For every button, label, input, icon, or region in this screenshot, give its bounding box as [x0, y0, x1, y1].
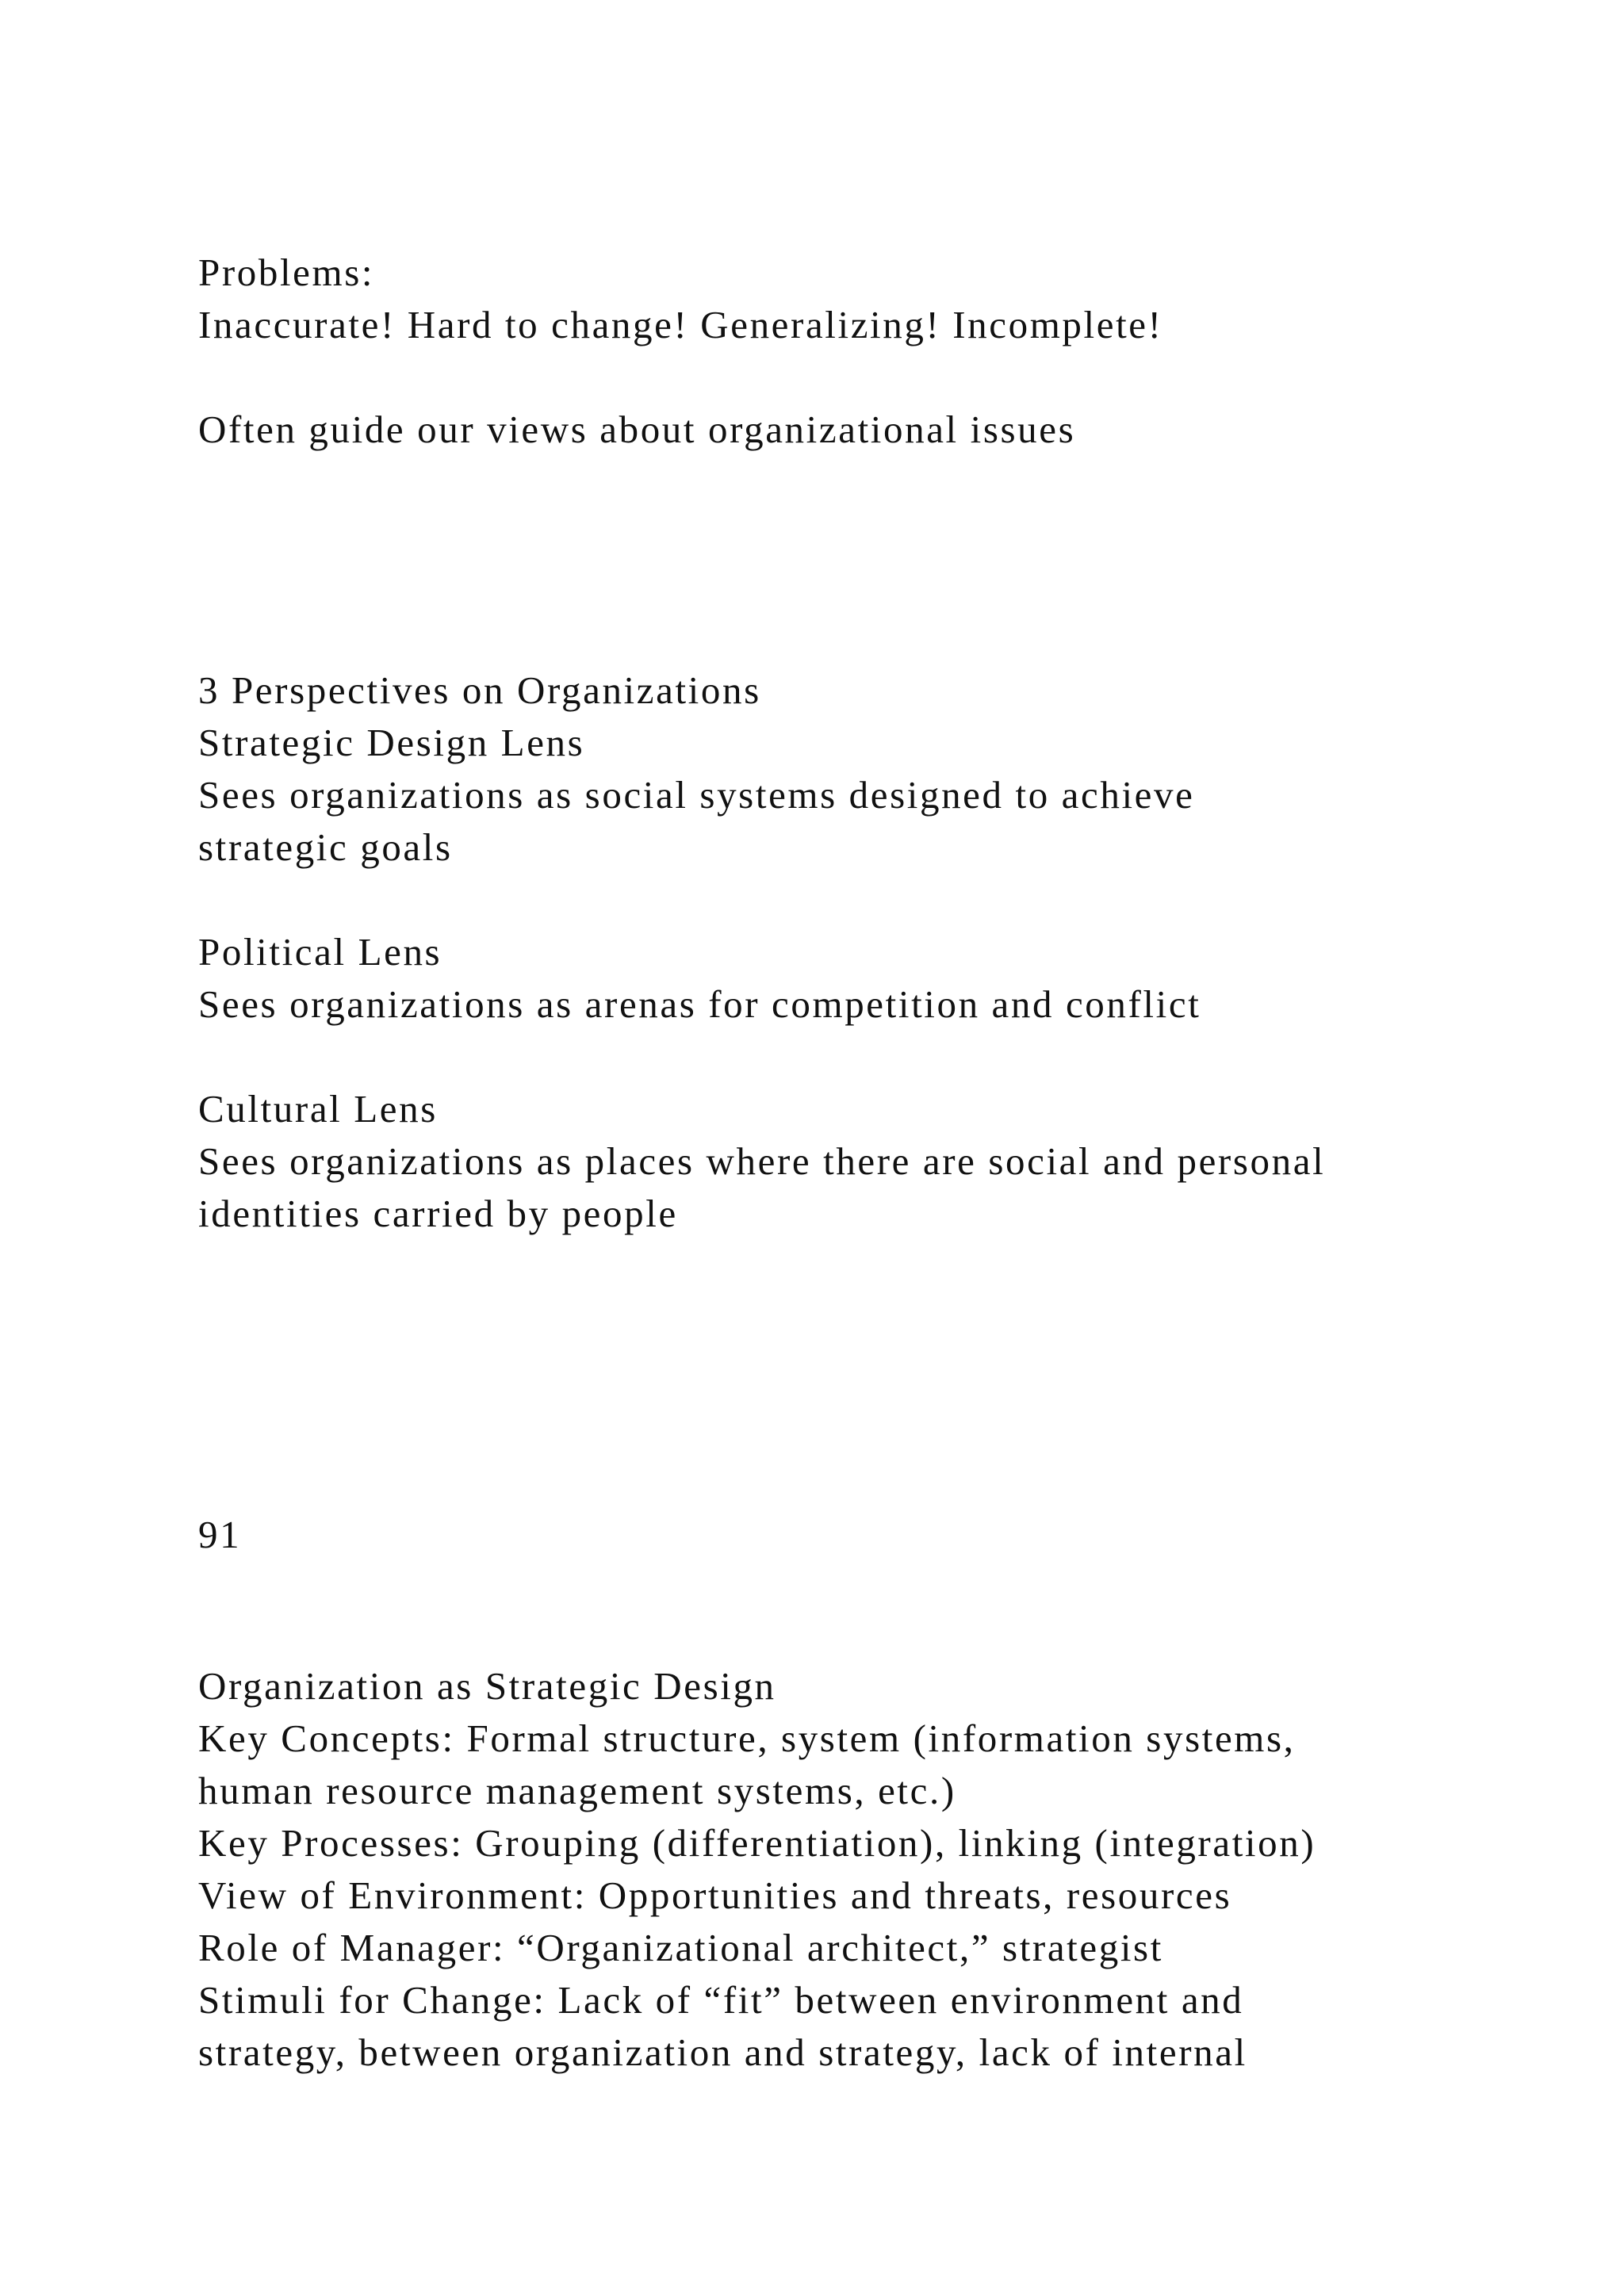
problems-heading: Problems:	[198, 251, 375, 294]
stimuli-for-change-line-2: strategy, between organization and strategy, lack of internal	[198, 2030, 1247, 2074]
strategic-lens-desc-line-1: Sees organizations as social systems designed to achieve	[198, 773, 1195, 817]
cultural-lens-desc-line-2: identities carried by people	[198, 1192, 678, 1235]
role-of-manager: Role of Manager: “Organizational architect,” strategist	[198, 1926, 1163, 1969]
problems-list: Inaccurate! Hard to change! Generalizing! Incomplete!	[198, 303, 1163, 346]
strategic-lens-title: Strategic Design Lens	[198, 721, 585, 764]
political-lens-title: Political Lens	[198, 930, 442, 974]
strategic-design-heading: Organization as Strategic Design	[198, 1664, 776, 1708]
political-lens-desc: Sees organizations as arenas for competition and conflict	[198, 982, 1201, 1026]
key-processes: Key Processes: Grouping (differentiation), linking (integration)	[198, 1821, 1316, 1865]
page-number: 91	[198, 1513, 242, 1556]
cultural-lens-desc-line-1: Sees organizations as places where there are social and personal	[198, 1139, 1326, 1183]
key-concepts-line-1: Key Concepts: Formal structure, system (information systems,	[198, 1716, 1296, 1760]
strategic-lens-desc-line-2: strategic goals	[198, 825, 453, 869]
problems-note: Often guide our views about organizational issues	[198, 408, 1076, 451]
view-of-environment: View of Environment: Opportunities and threats, resources	[198, 1873, 1232, 1917]
stimuli-for-change-line-1: Stimuli for Change: Lack of “fit” between environment and	[198, 1978, 1244, 2022]
cultural-lens-title: Cultural Lens	[198, 1087, 438, 1131]
key-concepts-line-2: human resource management systems, etc.)	[198, 1769, 956, 1812]
perspectives-heading: 3 Perspectives on Organizations	[198, 668, 761, 712]
